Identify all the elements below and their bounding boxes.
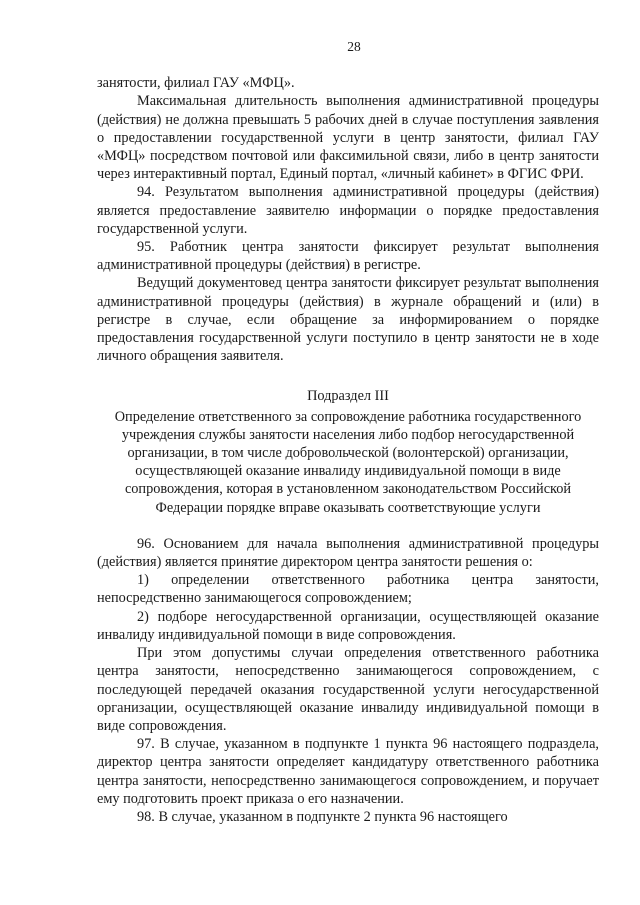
paragraph: Максимальная длительность выполнения административной процедуры (действия) не должна превышать 5 рабочих дней в случае поступления заявления о предоставлении государственной услуги в центр занятости, филиал ГАУ «МФЦ» посредством почтовой или факсимильной связи, либо в центр занятости через интерактивный портал, Единый портал, «личный кабинет» в ФГИС ФРИ. <box>97 93 599 183</box>
paragraphs-after <box>97 535 599 826</box>
subsection-header <box>97 387 599 516</box>
paragraph: 97. В случае, указанном в подпункте 1 пункта 96 настоящего подраздела, директор центра занятости определяет кандидатуру ответственного работника центра занятости, непосредственно занимающегося сопровождением, и поручает ему подготовить проект приказа о его назначении. <box>97 736 599 807</box>
page-number: 28 <box>347 39 361 54</box>
paragraph: Ведущий документовед центра занятости фиксирует результат выполнения административной процедуры (действия) в журнале обращений и (или) в регистре в случае, если обращение за информированием о порядке предоставления государственной услуги поступило в центр занятости не в ходе личного обращения заявителя. <box>97 275 599 365</box>
paragraph: 98. В случае, указанном в подпункте 2 пункта 96 настоящего <box>137 808 508 825</box>
paragraph: При этом допустимы случаи определения ответственного работника центра занятости, непосредственно занимающегося сопровождением, с последующей передачей оказания государственной услуги негосударственной организации, осуществляющей оказание инвалиду индивидуальной помощи в виде сопровождения. <box>97 645 599 734</box>
paragraph: 96. Основанием для начала выполнения административной процедуры (действия) является принятие директором центра занятости решения о: <box>97 535 599 571</box>
paragraph: 95. Работник центра занятости фиксирует результат выполнения административной процедуры (действия) в регистре. <box>97 239 599 274</box>
paragraphs-before <box>97 74 599 365</box>
document-page <box>97 38 599 826</box>
paragraph: занятости, филиал ГАУ «МФЦ». <box>97 75 295 92</box>
paragraph: 94. Результатом выполнения административной процедуры (действия) является предоставление заявителю информации о порядке предоставления государственной услуги. <box>97 184 599 237</box>
subsection-heading: Определение ответственного за сопровождение работника государственного учреждения службы занятости населения либо подбор негосударственной организации, в том числе добровольческой (волонтерской) организации, осуществляющей оказание инвалиду индивидуальной помощи в виде сопровождения, которая в установленном законодательством Российской Федерации порядке вправе оказывать соответствующие услуги <box>114 408 582 516</box>
paragraph: 2) подборе негосударственной организации, осуществляющей оказание инвалиду индивидуальной помощи в виде сопровождения. <box>97 608 599 643</box>
subsection-title: Подраздел III <box>307 388 389 405</box>
paragraph: 1) определении ответственного работника центра занятости, непосредственно занимающегося сопровождением; <box>97 572 599 607</box>
